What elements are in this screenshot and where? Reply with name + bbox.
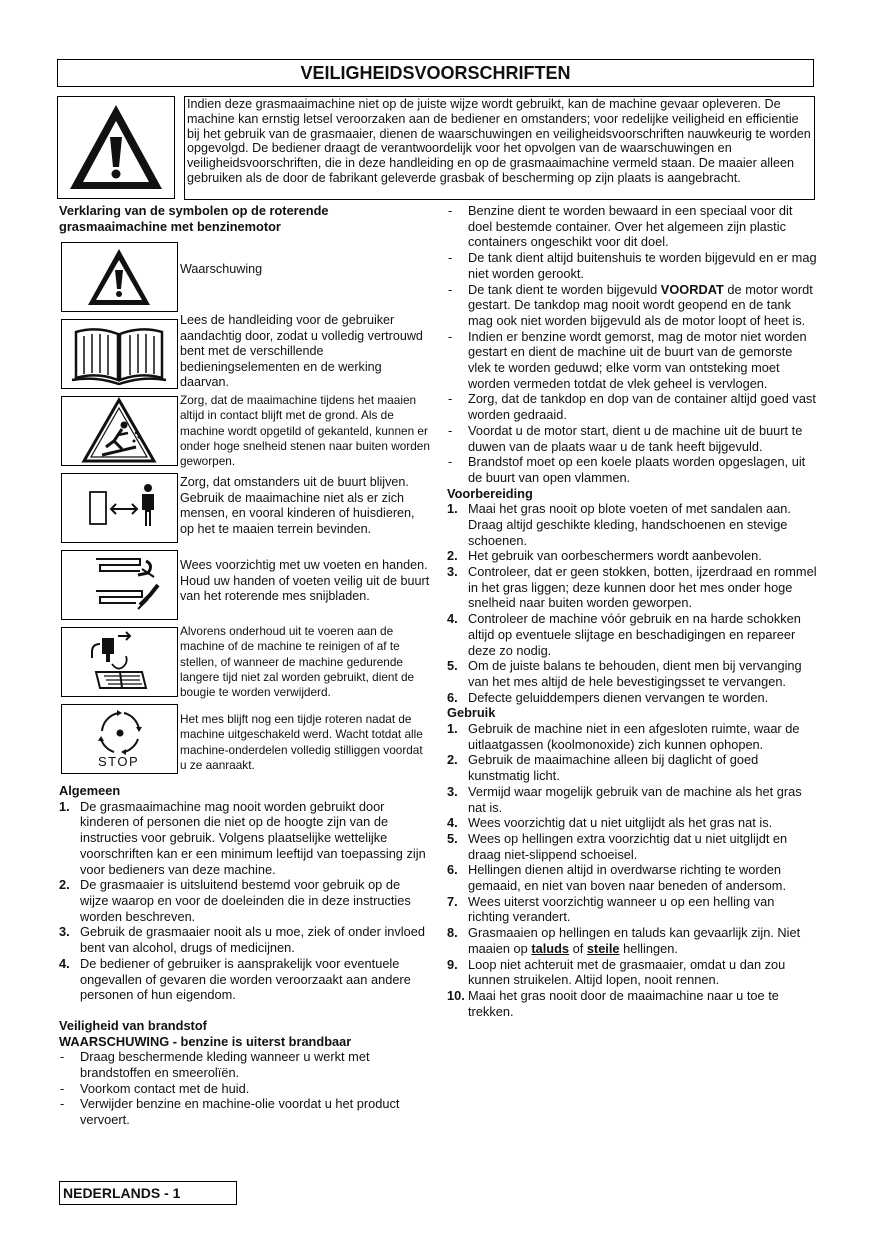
item-number: 5. [447,830,458,846]
list-item [59,877,429,924]
symbol-row [59,704,429,781]
list-item [59,956,429,1003]
symbol-box [61,627,178,697]
brandstof-subheading: WAARSCHUWING - benzine is uiterst brandbaar [59,1033,352,1049]
item-number: 8. [447,925,458,941]
page-footer: NEDERLANDS - 1 [59,1181,237,1205]
list-item [447,784,817,815]
item-number: 9. [447,956,458,972]
brandstof-list-right [447,203,817,486]
right-column [447,203,817,1019]
item-number: 3. [59,924,70,940]
list-item [447,862,817,893]
symbol-text: Alvorens onderhoud uit te voeren aan de machine of de machine te reinigen of af te stellen, of wanneer de machine gedurende langere tijd niet zal worden gebruikt, dient de bougie te worden verwijderd. [180,624,415,699]
item-text: hellingen. [619,940,678,956]
symbol-box [61,242,178,312]
symbol-box [61,319,178,389]
item-number: 3. [447,783,458,799]
symbol-row [59,242,429,319]
voorbereiding-list [447,501,817,705]
list-item [447,690,817,706]
page-title: VEILIGHEIDSVOORSCHRIFTEN [57,59,814,87]
symbols-heading: Verklaring van de symbolen op de roterende grasmaaimachine met benzinemotor [59,203,329,234]
item-text: Vermijd waar mogelijk gebruik van de machine als het gras nat is. [468,783,802,815]
list-item [59,924,429,955]
item-text: Loop niet achteruit met de grasmaaier, omdat u dan zou kunnen struikelen. Altijd lopen, nooit rennen. [468,956,786,988]
item-number: 1. [59,798,70,814]
list-item [447,658,817,689]
symbol-text: Zorg, dat de maaimachine tijdens het maaien altijd in contact blijft met de grond. Als de machine wordt opgetild of gekanteld, kunnen er onder hoge snelheid stenen naar buiten worden geworpen. [180,393,430,468]
symbol-box [61,704,178,774]
item-text: Wees op hellingen extra voorzichtig dat u niet uitglijdt en draag niet-slippend schoeisel. [468,830,788,862]
list-item: - Draag beschermende kleding wanneer u werkt met brandstoffen en smeerolïën. [59,1049,429,1080]
list-item [447,752,817,783]
symbol-text: Waarschuwing [180,262,263,277]
item-number: 4. [447,815,458,831]
item-text: De grasmaaimachine mag nooit worden gebruikt door kinderen of personen die niet op de hoogte zijn van de instructies voor gebruik. Volgens plaatselijke wettelijke voorschriften kan er een minimum leeftijd van toepassing zijn voor bedieners van deze machine. [80,798,426,877]
item-text: Defecte geluiddempers dienen vervangen te worden. [468,689,769,705]
symbol-row [59,313,429,396]
item-text: de motor wordt gestart. De tankdop mag nooit wordt geopend en de tank mag ook niet worden bijgevuld als de motor loopt of heet is. [468,281,813,328]
item-text: Controleer de machine vóór gebruik en na harde schokken altijd op eventuele slijtage en beschadigingen en repareer deze zo nodig. [468,611,801,658]
symbol-text: Wees voorzichtig met uw voeten en handen. Houd uw handen of voeten veilig uit de buurt van het roterende mes snijbladen. [180,558,430,604]
main-warning-symbol [57,96,175,199]
list-item [447,721,817,752]
item-text: Wees voorzichtig dat u niet uitglijdt als het gras nat is. [468,815,773,831]
symbol-row [59,624,429,704]
brandstof-list-left [59,1049,429,1128]
disconnect-spark-plug-icon [62,628,177,696]
list-item [447,925,817,956]
item-number: 4. [447,611,458,627]
voorbereiding-heading: Voorbereiding [447,485,533,501]
item-text: Maai het gras nooit door de maaimachine naar u toe te trekken. [468,987,779,1019]
item-number: 1. [447,501,458,517]
symbol-box [61,473,178,543]
hands-feet-blade-icon [62,551,177,619]
item-text: De grasmaaier is uitsluitend bestemd voor gebruik op de wijze waarop en voor de doeleinden die in deze instructies worden beschreven. [80,877,411,924]
item-number: 4. [59,955,70,971]
algemeen-list [59,799,429,1003]
emphasis-text: VOORDAT [660,281,724,297]
list-item [447,831,817,862]
item-number: 5. [447,658,458,674]
list-item [447,282,817,329]
list-item [59,799,429,878]
symbol-row [59,393,430,473]
thrown-objects-icon [62,397,177,465]
item-number: 2. [447,752,458,768]
item-text: Maai het gras nooit op blote voeten of met sandalen aan. Draag altijd geschikte kleding, handschoenen en stevige schoenen. [468,501,791,548]
symbol-text: Zorg, dat omstanders uit de buurt blijven. Gebruik de maaimachine niet als er zich mensen, en vooral kinderen of huisdieren, op het te maaien terrein bevinden. [180,475,415,536]
item-text: Om de juiste balans te behouden, dient men bij vervanging van het mes altijd de hele bevestigingsset te vervangen. [468,658,802,689]
item-number: 6. [447,689,458,705]
item-text: Gebruik de grasmaaier nooit als u moe, ziek of onder invloed bent van alcohol, drugs of medicijnen. [80,924,425,956]
item-text: De bediener of gebruiker is aansprakelijk voor eventuele ongevallen of gevaren die worden veroorzaakt aan andere personen of hun eigendom. [80,955,411,1003]
list-item [447,957,817,988]
item-text: of [569,940,587,956]
warning-triangle-icon [62,243,177,311]
open-manual-icon [62,320,177,388]
item-number: 6. [447,862,458,878]
list-item: - Zorg, dat de tankdop en dop van de container altijd goed vast worden gedraaid. [447,391,817,422]
left-column [59,203,429,1128]
keep-distance-icon [62,474,177,542]
warning-triangle-icon [58,97,174,198]
item-number: 1. [447,720,458,736]
list-item [447,894,817,925]
item-text: Het gebruik van oorbeschermers wordt aanbevolen. [468,548,762,564]
item-text: Controleer, dat er geen stokken, botten, ijzerdraad en rommel in het gras liggen; deze kunnen door het mes onder hoge snelheid naar buiten worden geworpen. [468,564,817,611]
symbol-text: Het mes blijft nog een tijdje roteren nadat de machine uitgeschakeld werd. Wacht totdat alle machine-onderdelen volledig stilliggen voordat u ze aanraakt. [180,712,423,772]
symbol-box [61,396,178,466]
list-item [447,611,817,658]
item-number: 10. [447,987,465,1003]
gebruik-list [447,721,817,1019]
symbol-box [61,550,178,620]
list-item [447,548,817,564]
item-text: Gebruik de machine niet in een afgesloten ruimte, waar de uitlaatgassen (koolmonoxide) zich kunnen ophopen. [468,720,800,752]
emphasis-text: taluds [531,940,570,956]
algemeen-heading: Algemeen [59,783,121,799]
list-item: - Benzine dient te worden bewaard in een speciaal voor dit doel bestemde container. Over het algemeen zijn plastic containers ongeschikt voor dit doel. [447,203,817,250]
item-text: Hellingen dienen altijd in overdwarse richting te worden gemaaid, en niet van boven naar beneden of andersom. [468,862,787,894]
stop-label: STOP [98,754,140,770]
symbol-row [59,550,429,627]
list-item [447,564,817,611]
item-number: 2. [447,548,458,564]
list-item [447,988,817,1019]
item-text: Wees uiterst voorzichtig wanneer u op een helling van richting verandert. [468,893,775,925]
list-item: - Voordat u de motor start, dient u de machine uit de buurt te duwen van de plaats waar u de tank heeft bijgevuld. [447,423,817,454]
list-item: - Voorkom contact met de huid. [59,1081,429,1097]
item-text: De tank dient te worden bijgevuld [468,281,661,297]
item-number: 7. [447,893,458,909]
intro-text: Indien deze grasmaaimachine niet op de juiste wijze wordt gebruikt, kan de machine gevaar opleveren. De machine kan ernstig letsel veroorzaken aan de bediener en omstanders; voor redelijke veiligheid en efficientie bij het gebruik van de grasmaaier, dienen de waarschuwingen en veiligheidsvoorschriften nauwkeurig te worden opgevolgd. De bediener draagt de verantwoordelijk voor het opvolgen van de waarschuwingen en veiligheidsvoorschriften, die in deze handleiding en op de grasmaaimachine vermeld staan. De maaier alleen gebruiken als de door de fabrikant geleverde grasbak of bescherming op zijn plaats is aangebracht. [184,96,815,200]
gebruik-heading: Gebruik [447,705,496,721]
list-item: - Verwijder benzine en machine-olie voordat u het product vervoert. [59,1096,429,1127]
list-item [447,501,817,548]
symbol-row [59,473,429,550]
list-item: - Indien er benzine wordt gemorst, mag de motor niet worden gestart en dient de machine uit de buurt van de gemorste vlek te worden geduwd; elke vorm van ontsteking moet worden vermeden totdat de vlek geheel is vervlogen. [447,329,817,392]
symbol-text: Lees de handleiding voor de gebruiker aandachtig door, zodat u volledig vertrouwd bent met de verschillende bedieningselementen en de werking daarvan. [180,313,423,390]
brandstof-heading: Veiligheid van brandstof [59,1017,207,1033]
item-text: Gebruik de maaimachine alleen bij daglicht of goed kunstmatig licht. [468,752,759,784]
list-item: - Brandstof moet op een koele plaats worden opgeslagen, uit de buurt van open vlammen. [447,454,817,485]
item-text: Grasmaaien op hellingen en taluds kan gevaarlijk zijn. Niet maaien op [468,925,801,956]
list-item [447,815,817,831]
list-item: - De tank dient altijd buitenshuis te worden bijgevuld en er mag niet worden gerookt. [447,250,817,281]
emphasis-text: steile [586,940,620,956]
item-number: 2. [59,877,70,893]
item-number: 3. [447,564,458,580]
